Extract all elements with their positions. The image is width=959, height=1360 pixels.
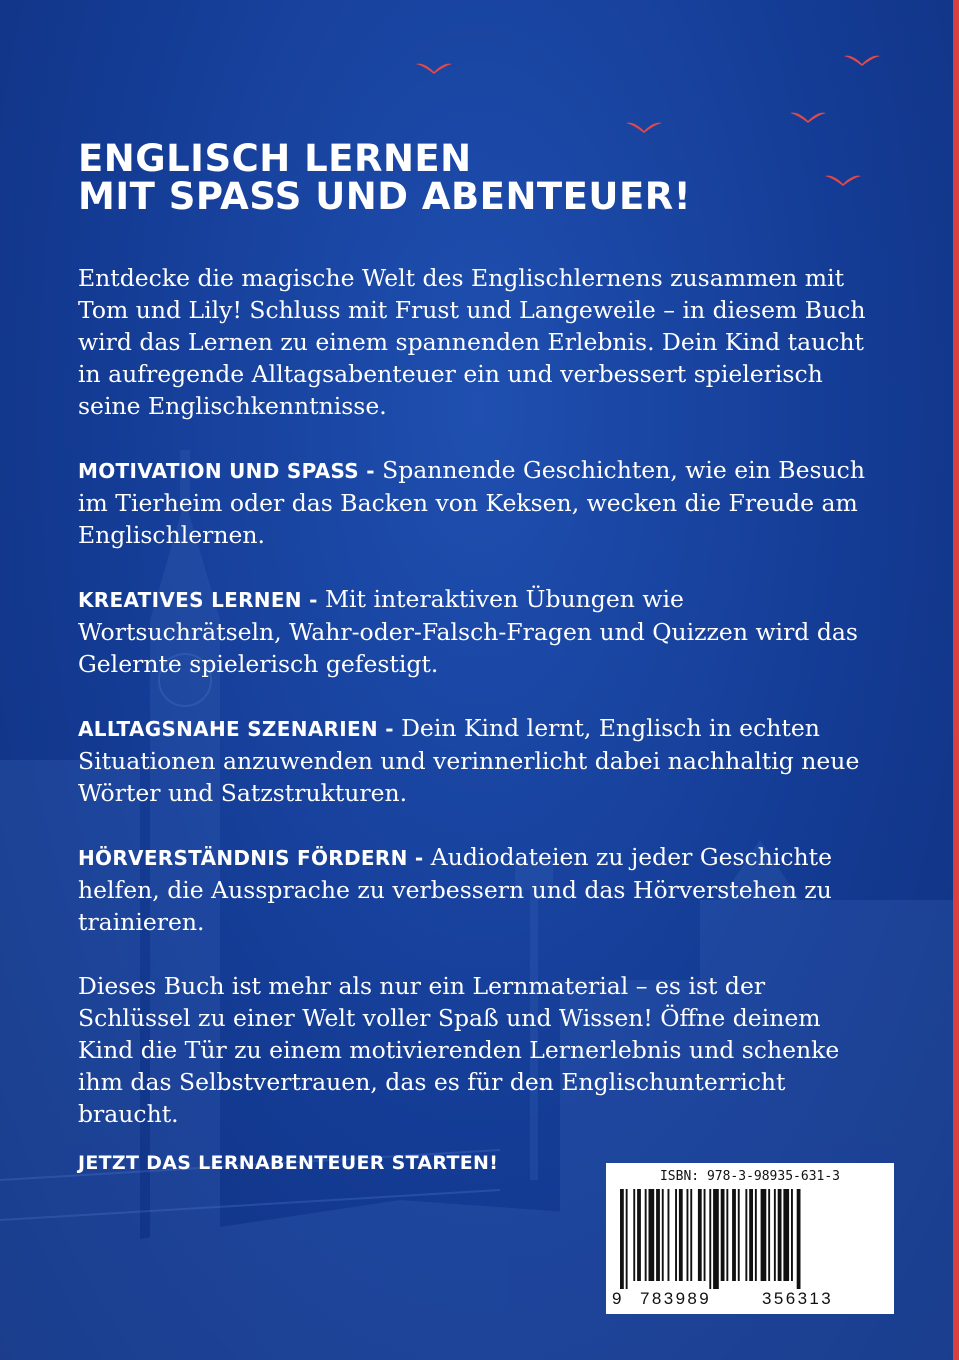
barcode-bar: [633, 1189, 635, 1281]
barcode-bar: [713, 1189, 719, 1289]
barcode-bar: [797, 1189, 801, 1289]
barcode-bar: [620, 1189, 624, 1289]
call-to-action: JETZT DAS LERNABENTEUER STARTEN!: [78, 1152, 499, 1174]
feature-text: Audiodateien zu jeder Geschichte helfen, die Aussprache zu verbessern und das Hörverstehen zu trainieren.: [78, 843, 833, 936]
feature-lead: KREATIVES LERNEN -: [78, 588, 325, 612]
barcode-bar: [783, 1189, 789, 1281]
barcode-bar: [704, 1189, 706, 1281]
headline-line-2: MIT SPASS UND ABENTEUER!: [78, 175, 692, 218]
feature-lead: MOTIVATION UND SPASS -: [78, 459, 383, 483]
feature-text: Spannende Geschichten, wie ein Besuch im Tierheim oder das Backen von Keksen, wecken die Freude am Englischlernen.: [78, 456, 865, 549]
headline: [78, 137, 878, 218]
barcode-bar: [662, 1189, 664, 1281]
barcode-bar: [732, 1189, 736, 1281]
barcode-bar: [761, 1189, 767, 1281]
barcode-bar: [726, 1189, 728, 1281]
barcode-bar: [698, 1189, 702, 1281]
feature-lead: HÖRVERSTÄNDNIS FÖRDERN -: [78, 846, 431, 870]
barcode-bar: [749, 1189, 753, 1281]
barcode-bar: [755, 1189, 757, 1281]
feature-paragraph: [78, 841, 878, 938]
feature-text: Dein Kind lernt, Englisch in echten Situationen anzuwenden und verinnerlicht dabei nachhaltig neue Wörter und Satzstrukturen.: [78, 714, 860, 807]
barcode-bar: [721, 1189, 725, 1281]
barcode-digits-right: 356313: [762, 1289, 834, 1308]
barcode-bar: [626, 1189, 628, 1289]
barcode-bar: [679, 1189, 683, 1281]
barcode-bar: [675, 1189, 677, 1281]
barcode-bar: [656, 1189, 660, 1281]
bird-icon: [842, 52, 882, 68]
red-border-strip: [953, 0, 959, 1360]
barcode-bar: [738, 1189, 740, 1281]
back-cover-text: [78, 137, 878, 1162]
barcode-bar: [645, 1189, 647, 1281]
feature-paragraph: [78, 712, 878, 809]
isbn-label: ISBN: 978-3-98935-631-3: [659, 1169, 840, 1184]
barcode-bar: [745, 1189, 747, 1281]
barcode-digits-left: 783989: [640, 1289, 712, 1308]
closing-paragraph: Dieses Buch ist mehr als nur ein Lernmaterial – es ist der Schlüssel zu einer Welt voller Spaß und Wissen! Öffne deinem Kind die Tür zu einem motivierenden Lernerlebnis und schenke ihm das Selbstvertrauen, das es für den Englischunterricht braucht.: [78, 972, 840, 1128]
feature-lead: ALLTAGSNAHE SZENARIEN -: [78, 717, 402, 741]
barcode-bar: [778, 1189, 782, 1281]
barcode-bar: [687, 1189, 689, 1281]
isbn-barcode-box: [606, 1163, 894, 1314]
barcode-digit-first: 9: [612, 1289, 622, 1308]
bird-icon: [624, 119, 664, 135]
feature-paragraph: [78, 454, 878, 551]
barcode-icon: [616, 1189, 884, 1289]
barcode-bar: [649, 1189, 655, 1281]
bird-icon: [788, 109, 828, 125]
barcode-bar: [637, 1189, 641, 1281]
barcode-bar: [774, 1189, 776, 1281]
headline-line-1: ENGLISCH LERNEN: [78, 137, 472, 180]
feature-text: Mit interaktiven Übungen wie Wortsuchrätseln, Wahr-oder-Falsch-Fragen und Quizzen wird das Gelernte spielerisch gefestigt.: [78, 585, 858, 678]
barcode-bar: [791, 1189, 793, 1281]
barcode-bar: [690, 1189, 692, 1281]
barcode-bar: [668, 1189, 670, 1281]
intro-paragraph: Entdecke die magische Welt des Englischlernens zusammen mit Tom und Lily! Schluss mit Frust und Langeweile – in diesem Buch wird das Lernen zu einem spannenden Erlebnis. Dein Kind taucht in aufregende Alltagsabenteuer ein und verbessert spielerisch seine Englischkenntnisse.: [78, 264, 866, 420]
barcode-bar: [768, 1189, 770, 1281]
bird-icon: [414, 60, 454, 76]
feature-paragraph: [78, 583, 878, 680]
barcode-bar: [709, 1189, 711, 1289]
